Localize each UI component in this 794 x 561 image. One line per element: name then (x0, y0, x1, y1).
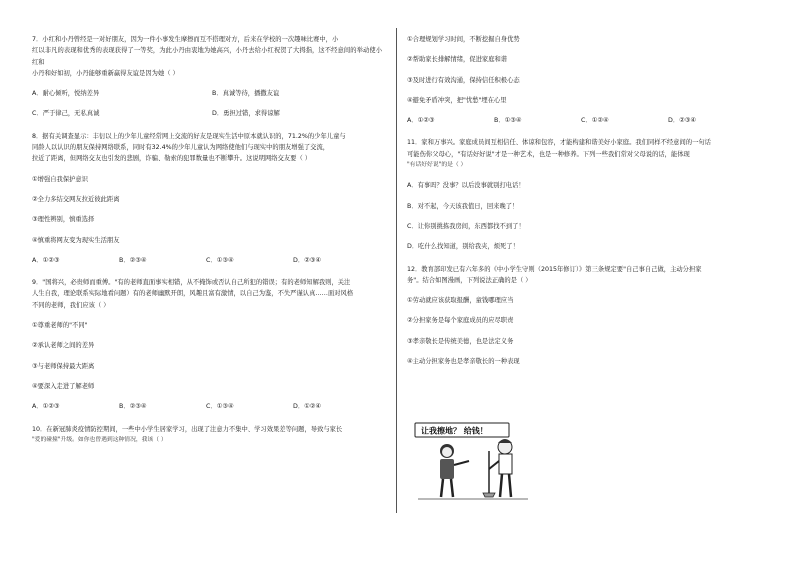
q7-option-d[interactable]: D．勇担过错，求得谅解 (212, 110, 280, 118)
q10-option-d[interactable]: D．②③④ (668, 117, 697, 125)
q8-item-3: ③理性辨别，慎重选择 (32, 216, 95, 224)
q8-item-4: ④慎重将网友变为现实生活朋友 (32, 236, 120, 244)
q9-item-3: ③与老师保持最大距离 (32, 362, 95, 370)
cartoon-drawing (413, 421, 533, 503)
q10-options (407, 115, 762, 126)
q8-stem-line3: 拉近了距离，但网络交友也引发的悲剧，诈骗、勒索的犯罪数量也不断攀升。这说明网络交友要（ ） (32, 155, 312, 163)
q12-item-2: ②分担家务是每个家庭成员的应尽职责 (407, 317, 514, 325)
q9-stem-line2: 人生自我，理论联系实际地看问题）有的老师幽默开朗，风趣且富有激情，以自己为鉴，不失严谨认真……面对风格 (32, 290, 354, 298)
q11-option-b[interactable]: B．对不起，今天该我值日，回来晚了！ (407, 202, 519, 210)
q11-option-c[interactable]: C．让你别挑拣我房间，东西都找不到了！ (407, 222, 525, 230)
question-7 (32, 34, 382, 120)
q8-option-b[interactable]: B．②③④ (119, 256, 147, 264)
q11-stem-line3: "有话好好说"的是（ ） (407, 162, 467, 169)
q9-option-b[interactable]: B．②③④ (119, 403, 147, 411)
question-9 (32, 277, 382, 412)
q10-stem-line1: 10．在新冠肺炎疫情防控期间，一些中小学生居家学习，出现了注意力不集中、学习效果差等问题，导致与家长 (32, 425, 343, 433)
q8-options (32, 255, 382, 266)
question-10-items (407, 34, 762, 126)
q10-item-3: ③及时进行有效沟通，保持信任积极心态 (407, 76, 520, 84)
q10-item-1: ①合理规划学习时间，不断挖掘自身优势 (407, 36, 520, 43)
q12-stem-line1: 12．教育部印发已有六年多的《中小学生守则（2015年修订）》第三条规定要"自己事自己做，主动分担家 (407, 265, 702, 273)
q10-option-c[interactable]: C．①②④ (581, 117, 609, 125)
q7-stem-line3: 小丹和好如初，小丹能够重新赢得友谊是因为她（ ） (32, 69, 179, 77)
q9-stem-line1: 9．"国将兴，必贵师而重傅。"有的老师直面事实相错，从不掩饰或否认自己所犯的错误；有的老师知解我则，关注 (32, 279, 351, 287)
q9-options (32, 401, 382, 412)
question-8 (32, 131, 382, 266)
q8-option-d[interactable]: D．②③④ (293, 256, 322, 264)
q11-stem-line1: 11．家和万事兴。家庭成员间互相信任、体谅和包容，才能构建和谐美好小家庭。我们同样不经意间的一句话 (407, 139, 711, 147)
question-11 (407, 137, 762, 252)
q11-option-d[interactable]: D．吃什么找知道，别给我夹，烦死了！ (407, 243, 519, 251)
q10-item-4: ④避免矛盾冲突，把"忧愁"埋在心里 (407, 96, 507, 104)
q7-option-a[interactable]: A．耐心倾听，悦纳差异 (32, 90, 100, 98)
question-12 (407, 264, 762, 368)
q7-option-b[interactable]: B．真诚等待，播撒友谊 (212, 90, 280, 98)
cartoon-illustration (413, 421, 533, 503)
q7-options-row1 (32, 88, 382, 99)
q8-option-c[interactable]: C．①③④ (206, 256, 234, 264)
cartoon-caption: 让我擦地？ 给钱！ (421, 426, 488, 436)
q9-stem-line3: 不同的老师，我们应该（ ） (32, 301, 110, 309)
q8-item-2: ②全力多结交网友拉近彼此距离 (32, 195, 120, 203)
q12-item-3: ③孝亲敬长是传统美德，也是法定义务 (407, 337, 514, 345)
left-column (32, 34, 382, 446)
q12-item-1: ①劳动就应该获取报酬，童钱哪理应当 (407, 297, 514, 305)
column-divider (396, 28, 397, 513)
q7-stem-line1: 7．小红和小丹曾经是一对好朋友，因为一件小事发生摩擦而互不搭理对方，后来在学校的一次趣味比赛中，小 (32, 36, 339, 43)
q11-option-a[interactable]: A．有事吗？没事？以后没事就别打电话！ (407, 182, 525, 190)
q9-option-d[interactable]: D．①②④ (293, 403, 322, 411)
q10-option-b[interactable]: B．①③④ (494, 117, 522, 125)
question-10 (32, 424, 382, 447)
q10-stem-line2: "爱的碰撞"升级。如你也曾遇到这种情况，我该（ ） (32, 436, 167, 443)
q9-option-c[interactable]: C．①③④ (206, 403, 234, 411)
q10-item-2: ②帮助家长排解情绪，促进家庭和谐 (407, 56, 508, 64)
q9-option-a[interactable]: A．①②③ (32, 403, 60, 411)
q7-option-c[interactable]: C．严于律己，无私真诚 (32, 110, 100, 118)
q10-option-a[interactable]: A．①②③ (407, 117, 435, 125)
q8-stem-line1: 8．据有关调查显示：丰衍以上的少年儿童经常网上交流的好友是现实生活中原本就认识的，71.2%的少年儿童与 (32, 132, 346, 140)
q7-stem-line2: 红以非凡的表现和优秀的表现获得了一等奖，为此小丹由衷地为她高兴，小丹去给小红祝贺了大拇指，这不经意间的举动使小红和 (32, 47, 382, 66)
q9-item-4: ④要深入走进了解老师 (32, 382, 95, 390)
q12-stem-line2: 务"。结合如图漫画，下列说法正确的是（ ） (407, 276, 532, 284)
q9-item-2: ②承认老师之间的差异 (32, 342, 95, 350)
q8-item-1: ①增强自我保护意识 (32, 175, 89, 183)
q12-item-4: ④主动分担家务也是孝亲敬长的一种表现 (407, 358, 520, 366)
q9-item-1: ①尊重老师的"不同" (32, 322, 88, 330)
q8-stem-line2: 同龄人以认识的朋友保持网络联系，同时有32.4%的少年儿童认为网络使他们与现实中的朋友增强了交流， (32, 144, 330, 152)
q8-option-a[interactable]: A．①②③ (32, 256, 60, 264)
q11-stem-line2: 可能伤你父母心，"有话好好说"才是一种艺术，也是一种修养。下列一些我们常对父母说的话，能体现 (407, 150, 690, 158)
right-column (407, 34, 762, 367)
q7-options-row2 (32, 108, 382, 119)
